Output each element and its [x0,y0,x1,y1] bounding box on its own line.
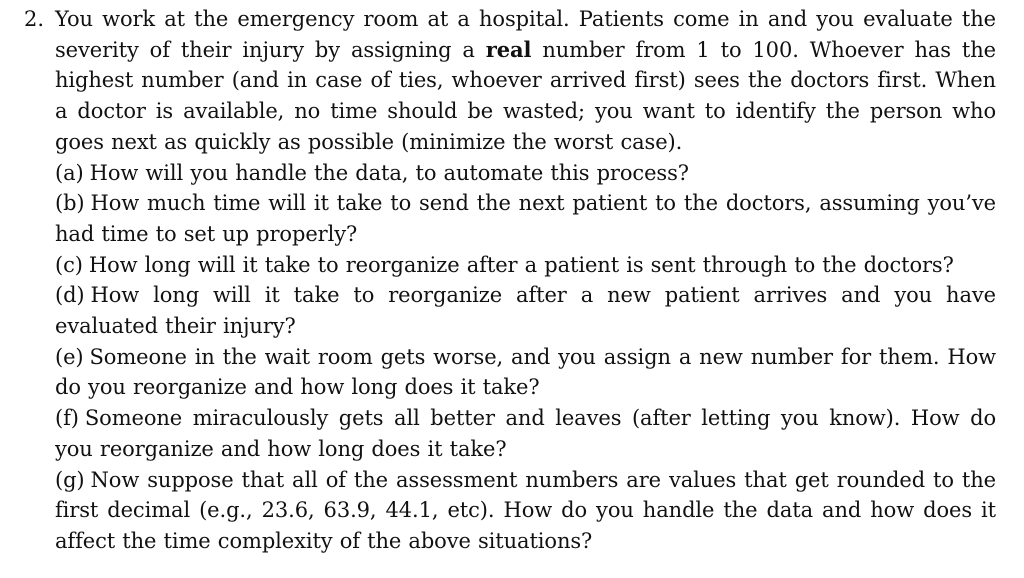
subpart-c [55,250,996,281]
subpart-label: (b) [55,191,85,216]
intro-bold-word: real [485,36,532,62]
subpart-list [55,158,996,557]
subpart-b [55,188,996,249]
problem-number: 2. [24,7,45,31]
subpart-d [55,280,996,341]
subpart-text: How will you handle the data, to automate this process? [89,160,689,185]
subpart-label: (d) [55,283,85,308]
subpart-e [55,342,996,403]
subpart-label: (c) [55,252,83,277]
problem-2 [24,4,996,557]
problem-body [55,4,996,557]
intro-text-start: You work at the emergency room at a hospital. Patients come in and you evaluate the severity of their injury by assigning a [55,7,996,62]
subpart-label: (a) [55,160,84,185]
intro-text-end: number from 1 to 100. Whoever has the highest number (and in case of ties, whoever arrived first) sees the doctors first. When a doctor is available, no time should be wasted; you want to identify the person who goes next as quickly as possible (minimize the worst case). [55,37,996,154]
problem-intro [55,4,996,158]
subpart-text: Someone miraculously gets all better and leaves (after letting you know). How do you reorganize and how long does it take? [55,406,996,461]
subpart-a [55,158,996,189]
subpart-label: (e) [55,344,84,369]
subpart-label: (g) [55,467,85,492]
subpart-f [55,403,996,464]
subpart-text: Someone in the wait room gets worse, and you assign a new number for them. How do you reorganize and how long does it take? [55,344,996,400]
subpart-text: How long will it take to reorganize after a patient is sent through to the doctors? [88,252,954,277]
subpart-text: How long will it take to reorganize after a new patient arrives and you have evaluated their injury? [55,283,996,339]
subpart-text: How much time will it take to send the next patient to the doctors, assuming you’ve had time to set up properly? [55,191,996,246]
subpart-text: Now suppose that all of the assessment numbers are values that get rounded to the first decimal (e.g., 23.6, 63.9, 44.1, etc). How do you handle the data and how does it affect the time complexity of the above situations? [55,467,996,553]
subpart-g [55,465,996,557]
subpart-label: (f) [55,406,79,431]
